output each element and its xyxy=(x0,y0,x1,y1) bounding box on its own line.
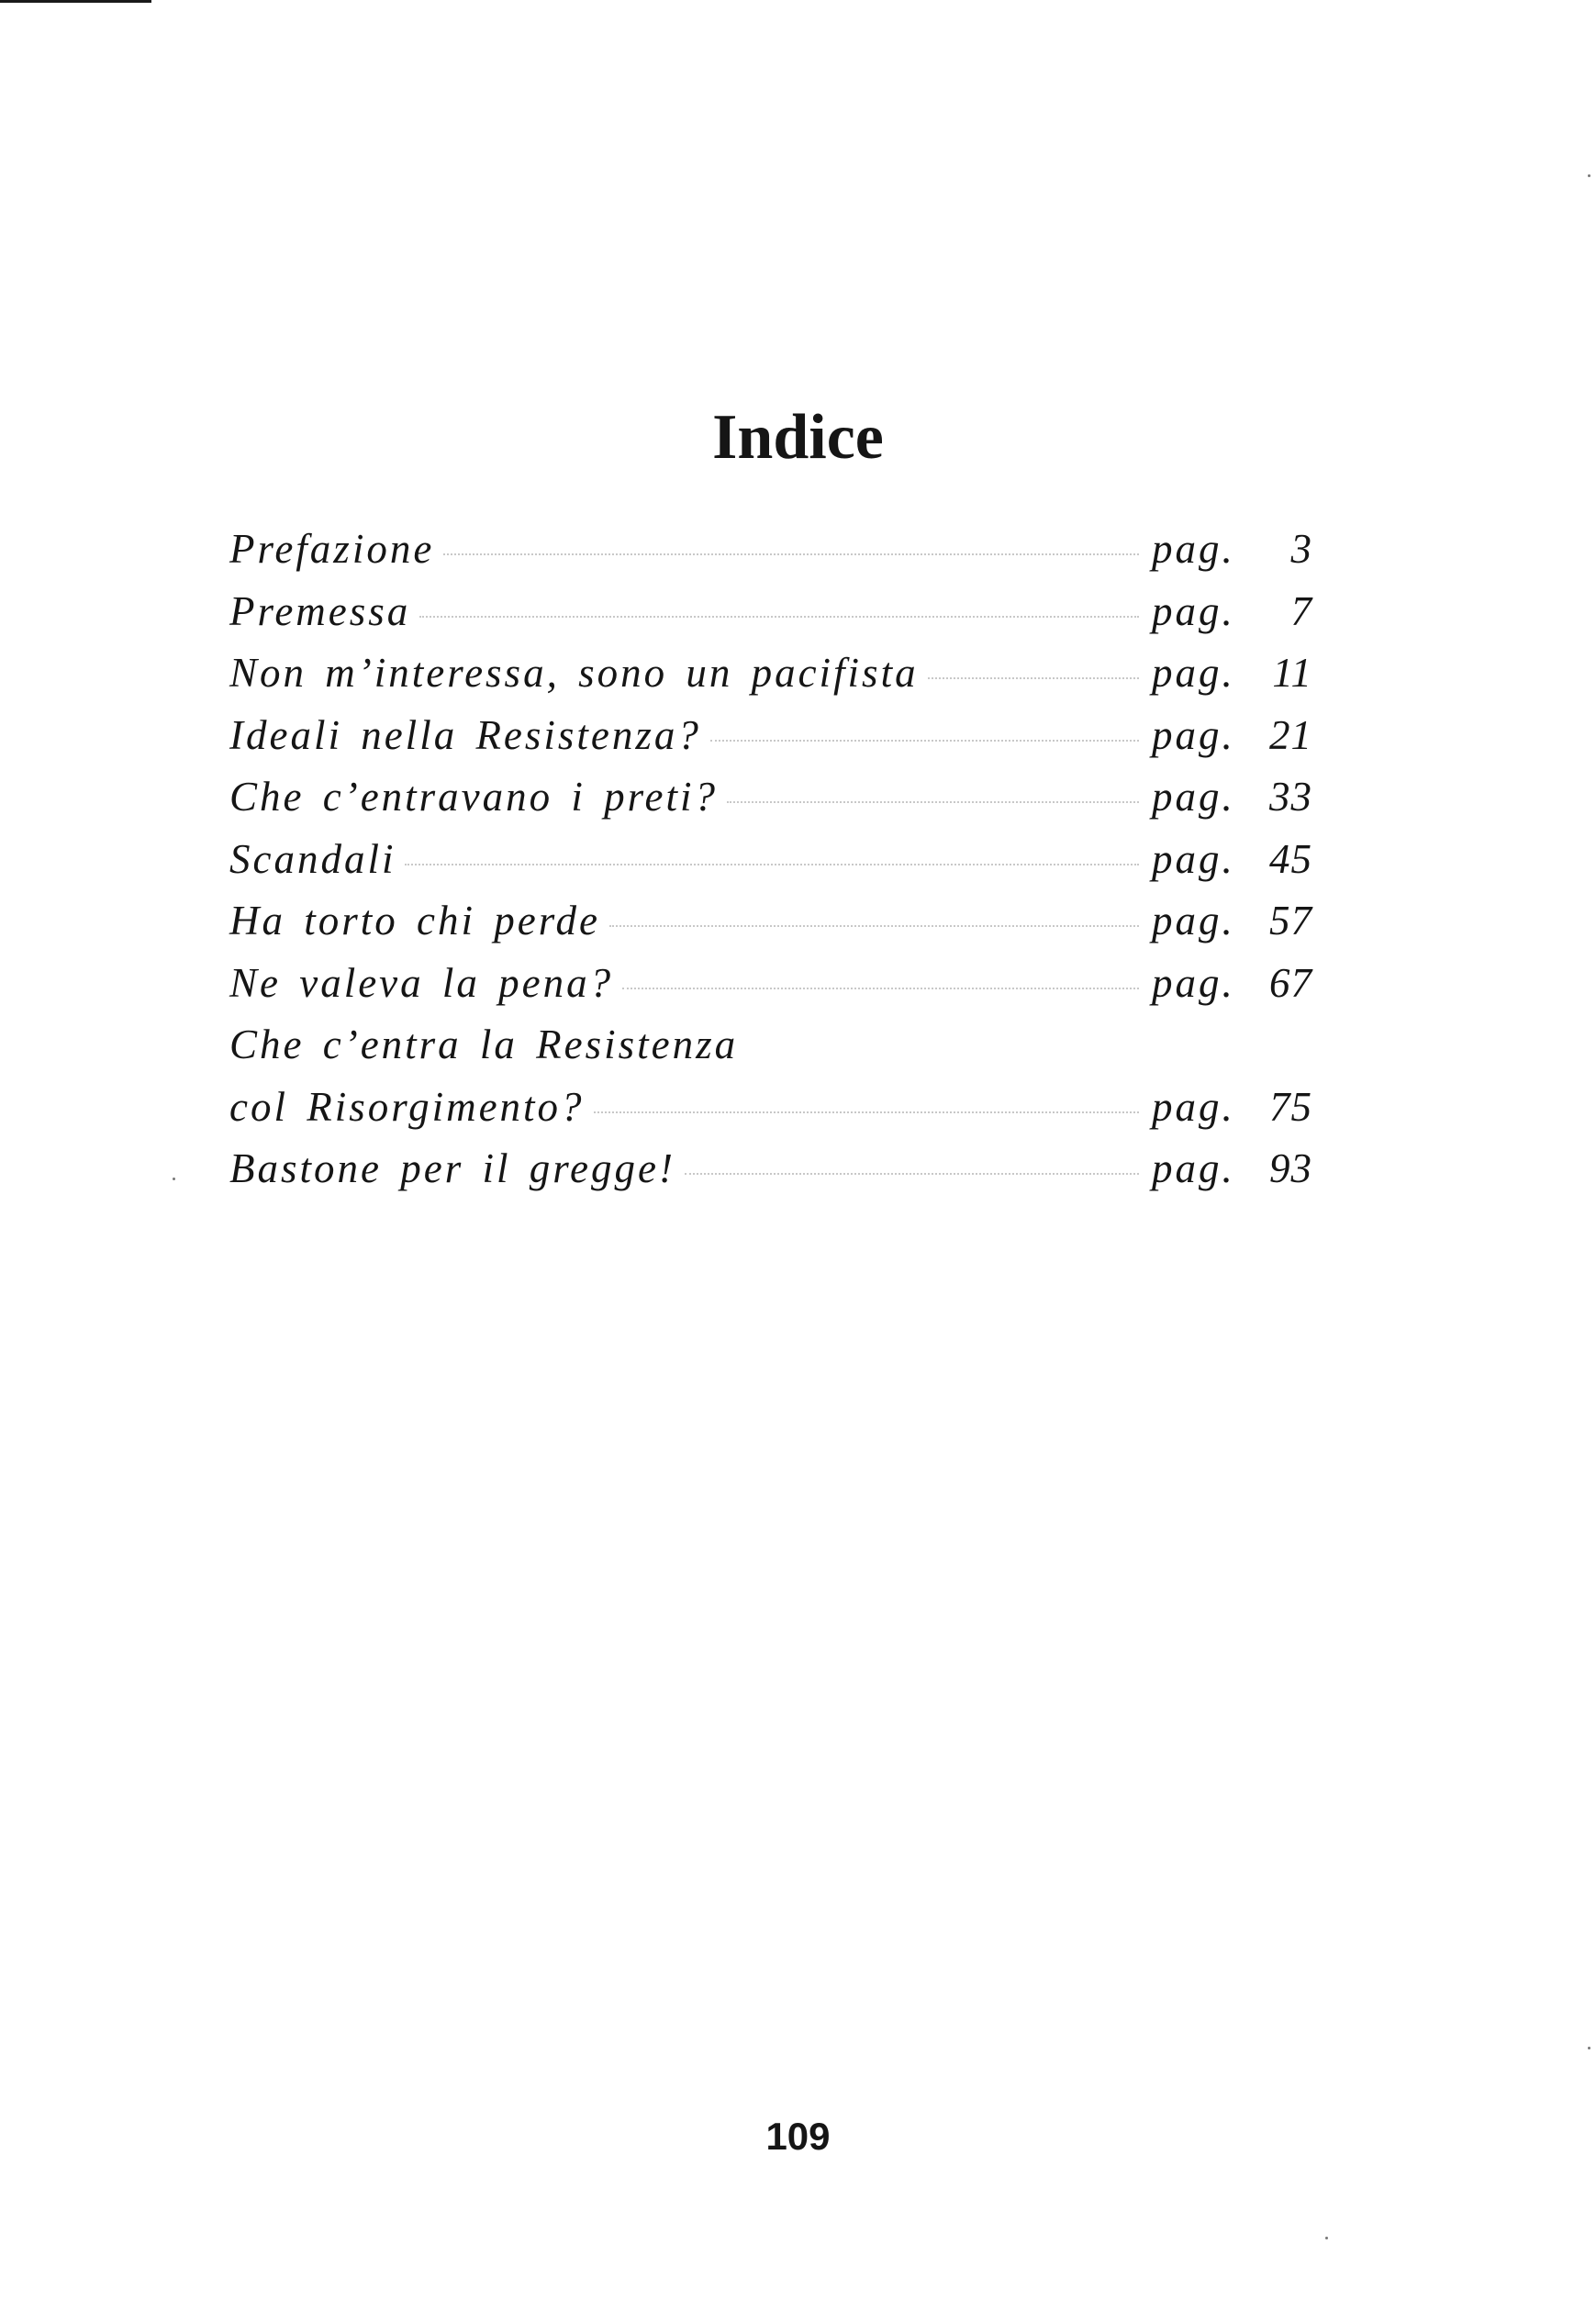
toc-entry-title: Ne valeva la pena? xyxy=(229,959,614,1006)
toc-pag-label: pag. xyxy=(1152,898,1235,943)
toc-page-number: 3 xyxy=(1290,526,1312,572)
toc-entry xyxy=(229,519,1312,581)
toc-entry-title: Premessa xyxy=(229,587,411,634)
toc-entry xyxy=(229,642,1312,705)
toc-dot-leader xyxy=(685,1173,1139,1175)
toc-page-number: 11 xyxy=(1272,650,1312,696)
toc-pag-label: pag. xyxy=(1152,711,1235,758)
toc-pag-label: pag. xyxy=(1152,835,1235,882)
toc-entry-title: Che c’entravano i preti? xyxy=(229,774,718,820)
toc-entry-title: col Risorgimento? xyxy=(229,1083,585,1130)
toc-pag-label: pag. xyxy=(1152,1083,1235,1130)
toc-entry xyxy=(229,1138,1312,1200)
toc-dot-leader xyxy=(443,553,1139,555)
table-of-contents xyxy=(229,519,1312,1200)
toc-pag-label: pag. xyxy=(1152,959,1235,1006)
toc-page-number: 33 xyxy=(1269,774,1312,820)
toc-page-number: 7 xyxy=(1290,587,1312,634)
toc-entry xyxy=(229,890,1312,953)
toc-pag-label: pag. xyxy=(1152,774,1235,820)
scan-speck xyxy=(173,1178,175,1180)
scan-speck xyxy=(1588,174,1590,177)
page-title: Indice xyxy=(712,401,884,473)
scan-speck xyxy=(1325,2237,1328,2239)
toc-pag-label: pag. xyxy=(1152,650,1235,696)
toc-entry xyxy=(229,705,1312,767)
toc-entry-title: Prefazione xyxy=(229,526,435,572)
toc-dot-leader xyxy=(405,864,1139,865)
toc-page-number: 67 xyxy=(1269,959,1312,1006)
toc-dot-leader xyxy=(419,616,1139,618)
toc-dot-leader xyxy=(609,925,1139,927)
toc-page-number: 21 xyxy=(1269,711,1312,758)
page-number: 109 xyxy=(765,2115,831,2158)
toc-entry xyxy=(229,581,1312,643)
toc-page-number: 57 xyxy=(1269,898,1312,943)
toc-entry-continuation xyxy=(229,1077,1312,1139)
toc-entry xyxy=(229,829,1312,891)
toc-page-number: 93 xyxy=(1269,1145,1312,1191)
toc-entry-first-line xyxy=(229,1014,1312,1077)
toc-dot-leader xyxy=(594,1111,1139,1113)
scan-speck xyxy=(1588,2047,1590,2049)
toc-dot-leader xyxy=(928,677,1139,679)
toc-entry-title: Scandali xyxy=(229,835,396,882)
toc-entry xyxy=(229,766,1312,829)
toc-entry-title: Ideali nella Resistenza? xyxy=(229,711,701,758)
toc-pag-label: pag. xyxy=(1152,526,1235,572)
toc-dot-leader xyxy=(710,740,1139,742)
toc-entry-title: Bastone per il gregge! xyxy=(229,1145,675,1191)
toc-entry xyxy=(229,953,1312,1015)
toc-pag-label: pag. xyxy=(1152,587,1235,634)
toc-page-number: 75 xyxy=(1269,1083,1312,1130)
toc-dot-leader xyxy=(727,801,1139,803)
toc-pag-label: pag. xyxy=(1152,1145,1235,1191)
toc-dot-leader xyxy=(622,988,1139,989)
toc-entry-title: Ha torto chi perde xyxy=(229,898,601,943)
corner-scan-rule xyxy=(0,0,151,3)
toc-entry-title: Che c’entra la Resistenza xyxy=(229,1022,739,1067)
toc-entry-title: Non m’interessa, sono un pacifista xyxy=(229,650,919,696)
toc-page-number: 45 xyxy=(1269,835,1312,882)
